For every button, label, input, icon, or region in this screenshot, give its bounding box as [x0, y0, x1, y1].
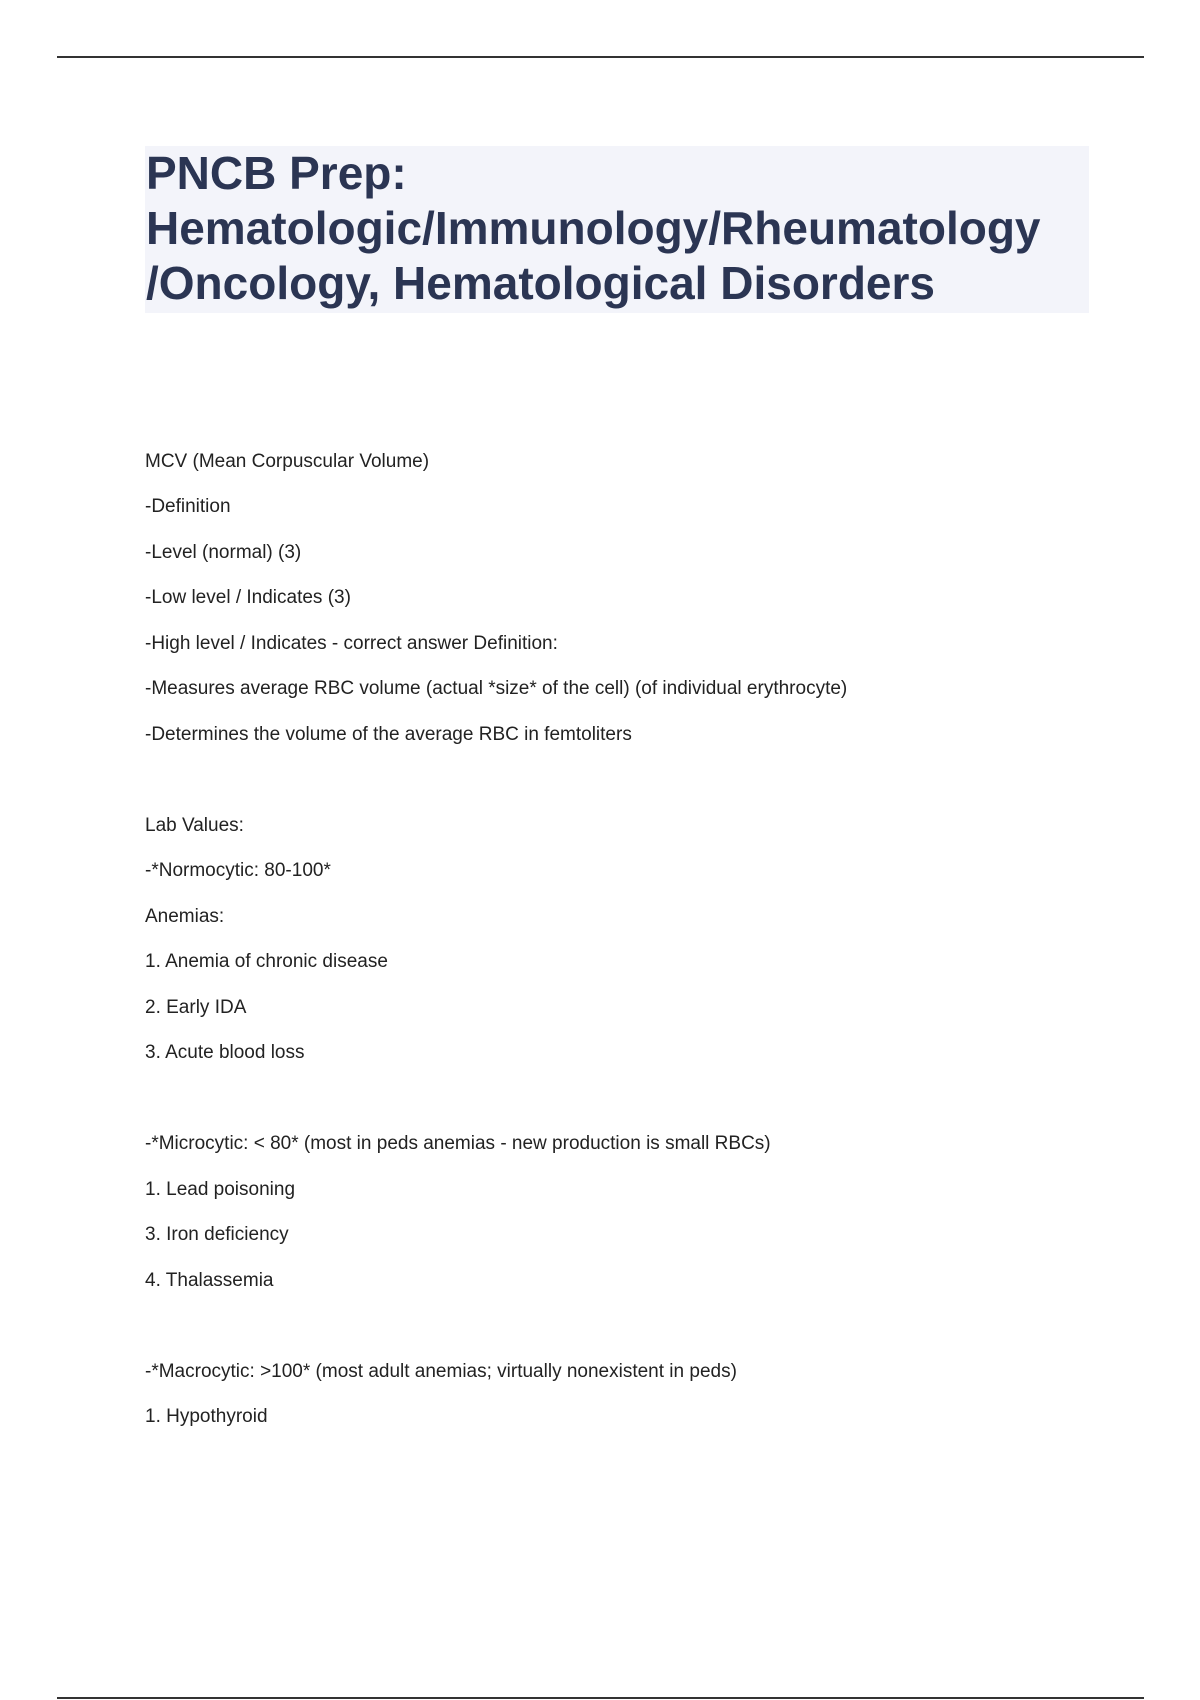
top-rule [57, 56, 1144, 58]
title-line: Hematologic/Immunology/Rheumatology [146, 202, 1041, 254]
title-line: PNCB Prep: [146, 147, 407, 199]
paragraph: 1. Lead poisoning [145, 1179, 296, 1200]
paragraph: -High level / Indicates - correct answer Definition: [145, 633, 558, 654]
paragraph: -*Normocytic: 80-100* [145, 860, 331, 881]
paragraph: Anemias: [145, 906, 225, 927]
paragraph: -Measures average RBC volume (actual *size* of the cell) (of individual erythrocyte) [145, 678, 848, 699]
paragraph: 4. Thalassemia [145, 1270, 274, 1291]
paragraph: -Low level / Indicates (3) [145, 587, 351, 608]
paragraph: -Definition [145, 496, 231, 517]
paragraph: 1. Anemia of chronic disease [145, 951, 388, 972]
paragraph: -*Macrocytic: >100* (most adult anemias; virtually nonexistent in peds) [145, 1361, 737, 1382]
paragraph: Lab Values: [145, 815, 244, 836]
paragraph: 2. Early IDA [145, 997, 247, 1018]
paragraph: -*Microcytic: < 80* (most in peds anemias - new production is small RBCs) [145, 1133, 771, 1154]
document-title [146, 146, 1089, 311]
bottom-rule [57, 1697, 1144, 1699]
paragraph: -Level (normal) (3) [145, 542, 302, 563]
paragraph: 3. Iron deficiency [145, 1224, 289, 1245]
title-block [145, 146, 1089, 313]
paragraph: 3. Acute blood loss [145, 1042, 305, 1063]
paragraph: 1. Hypothyroid [145, 1406, 268, 1427]
paragraph: MCV (Mean Corpuscular Volume) [145, 451, 430, 472]
title-line: /Oncology, Hematological Disorders [146, 257, 935, 309]
paragraph: -Determines the volume of the average RBC in femtoliters [145, 724, 632, 745]
